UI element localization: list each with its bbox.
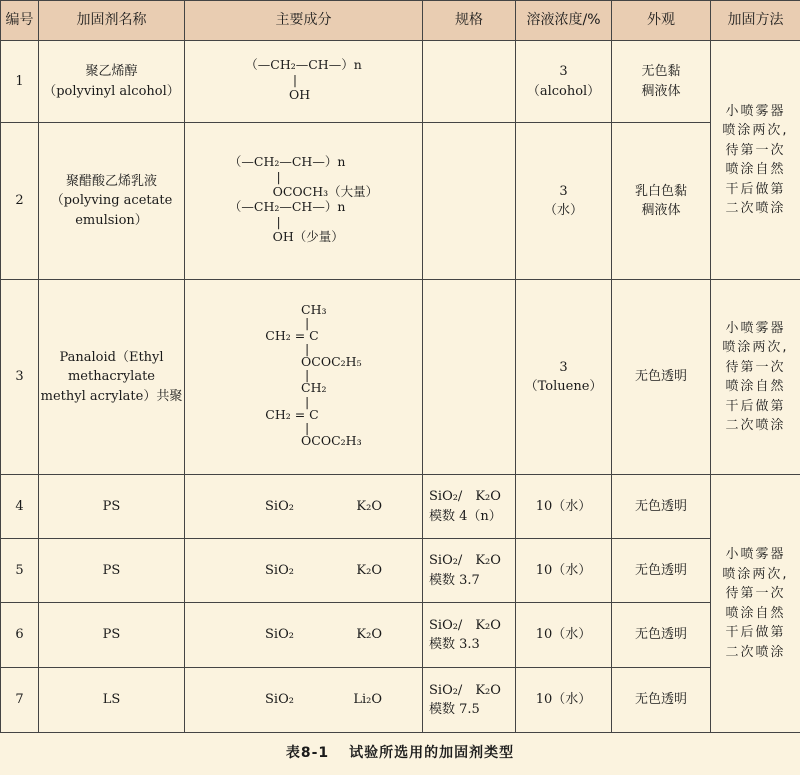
formula-line: |: [245, 341, 310, 356]
formula-line: OH（少量）: [228, 229, 344, 245]
formula-line: |: [245, 419, 310, 435]
row-id: 7: [1, 668, 39, 733]
agent-name-line: methyl acrylate）共聚: [40, 388, 183, 404]
formula-line: |: [228, 169, 281, 185]
agent-name: PS: [39, 603, 185, 668]
appearance-line: 稠液体: [641, 203, 681, 218]
method-line: 二次喷涂: [725, 418, 786, 433]
header-component: 主要成分: [185, 1, 423, 41]
method-line: 二次喷涂: [725, 201, 786, 216]
concentration-solvent: （alcohol）: [526, 83, 601, 99]
formula-line: CH₂ = C: [245, 327, 319, 343]
component-b: Li₂O: [353, 692, 382, 708]
table-row: [1, 41, 800, 123]
formula-line: |: [245, 314, 310, 330]
method-line: 小喷雾器: [725, 103, 786, 119]
agent-name-line: methacrylate: [67, 369, 156, 385]
table-caption: [0, 742, 800, 762]
formula-line: CH₂ = C: [245, 406, 319, 422]
spec-cell: [423, 603, 516, 668]
spec-cell: [423, 280, 516, 475]
method-line: 小喷雾器: [725, 547, 786, 562]
caption-label: 表8-1: [285, 745, 330, 761]
appearance-cell: 无色透明: [612, 475, 711, 539]
row-id: 2: [1, 123, 39, 280]
spec-cell: [423, 539, 516, 603]
method-line: 二次喷涂: [725, 644, 786, 660]
spec-cell: [423, 123, 516, 280]
method-line: 喷涂自然: [725, 379, 786, 394]
spec-modulus: 模数 7.5: [429, 702, 480, 717]
concentration-solvent: （Toluene）: [524, 379, 603, 394]
spec-cell: [423, 668, 516, 733]
agent-name-en: （polyving acetate: [50, 193, 173, 209]
formula-line: OCOC₂H₅: [245, 354, 362, 370]
appearance-cell: 无色透明: [612, 603, 711, 668]
table-row: [1, 539, 800, 603]
chemical-formula: [229, 154, 378, 244]
appearance-line: 乳白色黏: [634, 183, 687, 199]
component-a: SiO₂: [265, 498, 294, 514]
chemical-formula: [245, 303, 361, 447]
method-line: 干后做第: [725, 181, 786, 197]
formula-line: OH: [245, 87, 311, 103]
concentration-cell: 10（水）: [516, 475, 612, 539]
spec-cell: [423, 41, 516, 123]
spec-modulus: 模数 3.3: [429, 637, 480, 652]
appearance-cell: [612, 41, 711, 123]
method-line: 喷涂两次,: [722, 123, 789, 138]
chemical-formula: [245, 57, 362, 102]
header-concentration: 溶液浓度/%: [516, 1, 612, 41]
main-component: [185, 603, 423, 668]
agent-name: LS: [39, 668, 185, 733]
method-line: 待第一次: [725, 586, 786, 601]
main-component: [185, 280, 423, 475]
component-a: SiO₂: [265, 692, 294, 708]
main-component: [185, 41, 423, 123]
appearance-line: 无色黏: [641, 64, 681, 79]
formula-line: （—CH₂—CH—）n: [228, 154, 346, 170]
agent-name: PS: [39, 539, 185, 603]
table-row: [1, 603, 800, 668]
agent-name-cn: 聚乙烯醇: [85, 64, 138, 79]
header-method: 加固方法: [711, 1, 800, 41]
header-row: [1, 1, 800, 41]
method-line: 干后做第: [725, 625, 786, 640]
formula-line: OCOCH₃（大量）: [228, 184, 379, 200]
main-component: [185, 539, 423, 603]
appearance-cell: 无色透明: [612, 668, 711, 733]
header-spec: 规格: [423, 1, 516, 41]
method-cell-group1: [711, 41, 800, 280]
formula-line: |: [228, 214, 281, 230]
spec-ratio: SiO₂/ K₂O: [429, 617, 501, 633]
table-row: [1, 668, 800, 733]
spec-modulus: 模数 4（n）: [429, 508, 502, 524]
main-component: [185, 668, 423, 733]
concentration-cell: 10（水）: [516, 668, 612, 733]
component-a: SiO₂: [265, 562, 294, 578]
method-line: 待第一次: [725, 359, 786, 375]
agent-name-en: （polyvinyl alcohol）: [43, 83, 180, 99]
spec-ratio: SiO₂/ K₂O: [429, 682, 501, 698]
concentration-cell: [516, 41, 612, 123]
component-a: SiO₂: [265, 627, 294, 643]
method-line: 喷涂自然: [725, 605, 786, 621]
header-appearance: 外观: [612, 1, 711, 41]
spec-modulus: 模数 3.7: [429, 572, 480, 588]
appearance-cell: 无色透明: [612, 280, 711, 475]
concentration-cell: [516, 123, 612, 280]
component-b: K₂O: [356, 627, 382, 643]
formula-line: （—CH₂—CH—）n: [228, 199, 346, 215]
component-b: K₂O: [356, 562, 382, 578]
component-b: K₂O: [356, 498, 382, 514]
header-id: 编号: [1, 1, 39, 41]
formula-line: |: [245, 393, 310, 409]
method-line: 小喷雾器: [725, 320, 786, 336]
method-line: 喷涂自然: [725, 162, 786, 177]
method-line: 干后做第: [725, 398, 786, 414]
appearance-cell: 无色透明: [612, 539, 711, 603]
concentration-value: 3: [559, 183, 568, 199]
main-component: [185, 475, 423, 539]
method-line: 待第一次: [725, 142, 786, 158]
header-name: 加固剂名称: [39, 1, 185, 41]
main-component: [185, 123, 423, 280]
agent-name: [39, 280, 185, 475]
method-cell-row3: [711, 280, 800, 475]
concentration-cell: 10（水）: [516, 603, 612, 668]
concentration-cell: [516, 280, 612, 475]
formula-line: CH₃: [245, 301, 327, 317]
method-cell-group2: [711, 475, 800, 733]
agent-name: PS: [39, 475, 185, 539]
table-row: [1, 123, 800, 280]
agent-name-line: Panaloid（Ethyl: [59, 349, 164, 365]
row-id: 1: [1, 41, 39, 123]
agent-name: [39, 123, 185, 280]
formula-line: OCOC₂H₃: [245, 432, 362, 448]
agent-name: [39, 41, 185, 123]
concentration-solvent: （水）: [543, 203, 583, 218]
spec-ratio: SiO₂/ K₂O: [429, 489, 501, 504]
row-id: 4: [1, 475, 39, 539]
method-line: 喷涂两次,: [722, 340, 789, 355]
formula-line: CH₂: [245, 380, 327, 396]
agent-name-cn: 聚醋酸乙烯乳液: [65, 173, 157, 189]
formula-line: （—CH₂—CH—）n: [245, 57, 362, 73]
row-id: 6: [1, 603, 39, 668]
row-id: 5: [1, 539, 39, 603]
table-row: [1, 475, 800, 539]
spec-cell: [423, 475, 516, 539]
concentration-value: 3: [559, 359, 568, 375]
caption-title: 试验所选用的加固剂类型: [349, 745, 515, 761]
row-id: 3: [1, 280, 39, 475]
concentration-cell: 10（水）: [516, 539, 612, 603]
spec-ratio: SiO₂/ K₂O: [429, 553, 501, 568]
method-line: 喷涂两次,: [722, 566, 789, 582]
appearance-line: 稠液体: [641, 83, 681, 99]
agent-name-en: emulsion）: [75, 212, 148, 228]
appearance-cell: [612, 123, 711, 280]
formula-line: |: [245, 72, 298, 88]
table-row: [1, 280, 800, 475]
concentration-value: 3: [559, 64, 568, 79]
formula-line: |: [245, 367, 310, 383]
